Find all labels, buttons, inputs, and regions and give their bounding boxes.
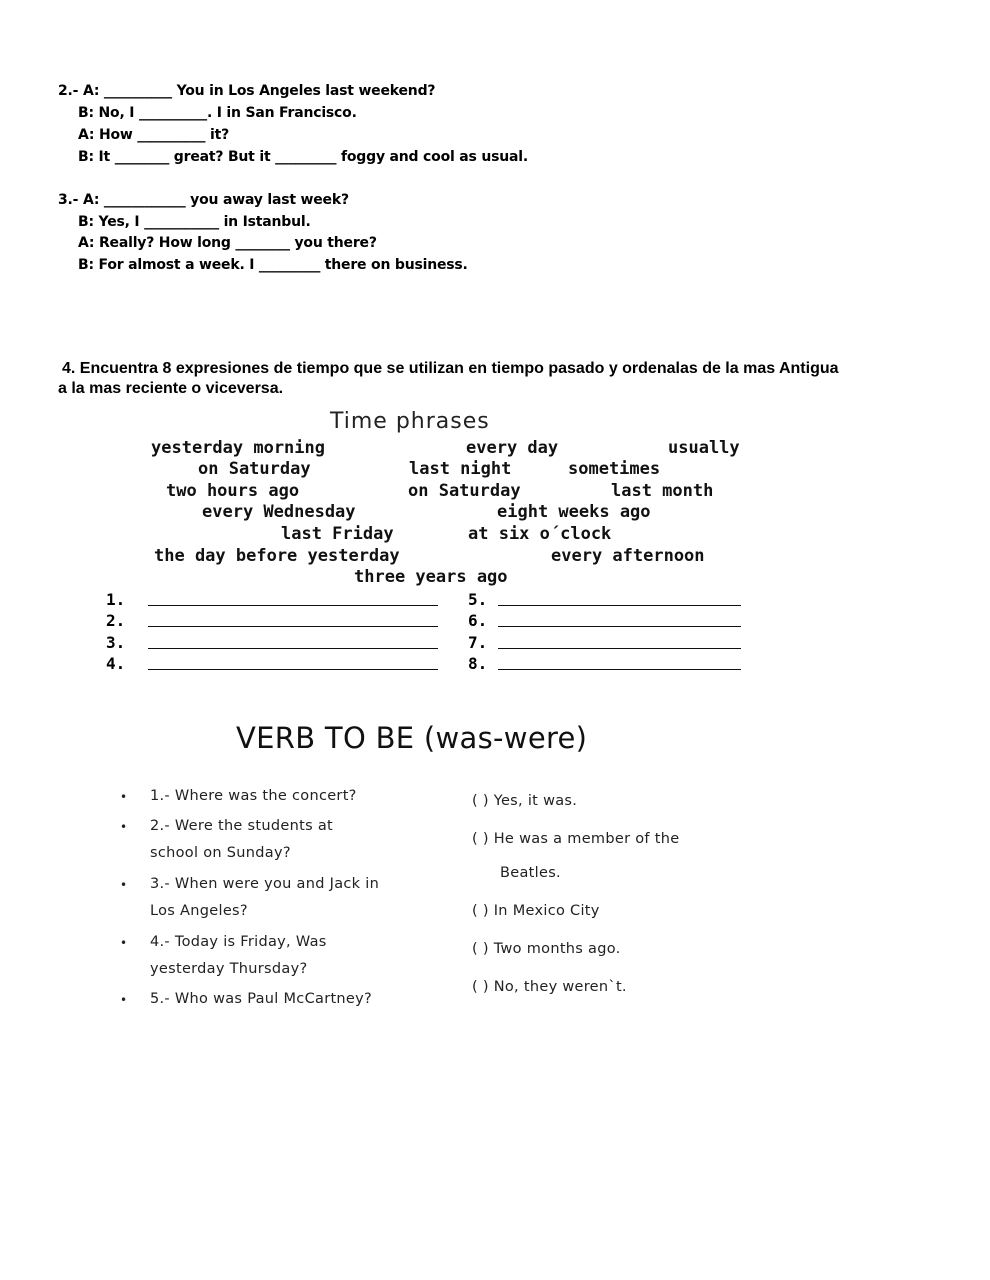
answer-option[interactable]: ( ) Yes, it was.	[472, 793, 578, 809]
exercise-2-line-b2: B: It ________ great? But it _________ foggy and cool as usual.	[78, 149, 528, 165]
question-item-continued: yesterday Thursday?	[150, 961, 308, 977]
phrase: every afternoon	[551, 546, 705, 566]
answer-option[interactable]: ( ) In Mexico City	[472, 903, 600, 919]
phrase: three years ago	[354, 567, 508, 587]
phrase: on Saturday	[408, 481, 521, 501]
answer-blank-8[interactable]	[498, 669, 741, 670]
answer-blank-4[interactable]	[148, 669, 438, 670]
phrase: yesterday morning	[151, 438, 325, 458]
answer-number: 3.	[106, 633, 126, 652]
phrase: the day before yesterday	[154, 546, 400, 566]
bullet-icon: •	[120, 936, 128, 950]
phrase: last Friday	[281, 524, 394, 544]
answer-option[interactable]: ( ) He was a member of the	[472, 831, 680, 847]
question-item: 1.- Where was the concert?	[150, 788, 357, 804]
exercise-3-line-b1: B: Yes, I ___________ in Istanbul.	[78, 214, 311, 230]
bullet-icon: •	[120, 790, 128, 804]
answer-option[interactable]: ( ) No, they weren`t.	[472, 979, 627, 995]
question-4-line-2: a la mas reciente o viceversa.	[58, 380, 284, 397]
phrase: every day	[466, 438, 559, 458]
answer-blank-7[interactable]	[498, 648, 741, 649]
phrase: last night	[409, 459, 512, 479]
phrase: every Wednesday	[202, 502, 356, 522]
answer-number: 7.	[468, 633, 488, 652]
exercise-2-line-a2: A: How __________ it?	[78, 127, 229, 143]
question-item: 5.- Who was Paul McCartney?	[150, 991, 373, 1007]
answer-number: 4.	[106, 654, 126, 673]
answer-blank-6[interactable]	[498, 626, 741, 627]
exercise-2-line-a1: 2.- A: __________ You in Los Angeles last weekend?	[58, 83, 436, 99]
answer-number: 6.	[468, 611, 488, 630]
question-item: 2.- Were the students at	[150, 818, 334, 834]
bullet-icon: •	[120, 993, 128, 1007]
answer-number: 8.	[468, 654, 488, 673]
question-item-continued: school on Sunday?	[150, 845, 291, 861]
verb-to-be-title: VERB TO BE (was-were)	[236, 721, 588, 755]
question-item: 3.- When were you and Jack in	[150, 876, 380, 892]
answer-blank-1[interactable]	[148, 605, 438, 606]
question-item-continued: Los Angeles?	[150, 903, 248, 919]
phrase: at six o´clock	[468, 524, 612, 544]
answer-number: 2.	[106, 611, 126, 630]
phrase: sometimes	[568, 459, 661, 479]
time-phrases-title: Time phrases	[330, 409, 490, 434]
exercise-3-line-a1: 3.- A: ____________ you away last week?	[58, 192, 349, 208]
bullet-icon: •	[120, 820, 128, 834]
answer-blank-3[interactable]	[148, 648, 438, 649]
phrase: two hours ago	[166, 481, 300, 501]
question-item: 4.- Today is Friday, Was	[150, 934, 327, 950]
answer-number: 5.	[468, 590, 488, 609]
answer-number: 1.	[106, 590, 126, 609]
phrase: eight weeks ago	[497, 502, 651, 522]
exercise-3-line-b2: B: For almost a week. I _________ there on business.	[78, 257, 468, 273]
exercise-3-line-a2: A: Really? How long ________ you there?	[78, 235, 377, 251]
exercise-2-line-b1: B: No, I __________. I in San Francisco.	[78, 105, 357, 121]
answer-blank-5[interactable]	[498, 605, 741, 606]
question-4-line-1: 4. Encuentra 8 expresiones de tiempo que se utilizan en tiempo pasado y ordenalas de la mas Antigua	[62, 360, 839, 377]
phrase: on Saturday	[198, 459, 311, 479]
phrase: last month	[611, 481, 714, 501]
answer-option[interactable]: ( ) Two months ago.	[472, 941, 621, 957]
answer-option-continued: Beatles.	[500, 865, 561, 881]
bullet-icon: •	[120, 878, 128, 892]
answer-blank-2[interactable]	[148, 626, 438, 627]
phrase: usually	[668, 438, 740, 458]
